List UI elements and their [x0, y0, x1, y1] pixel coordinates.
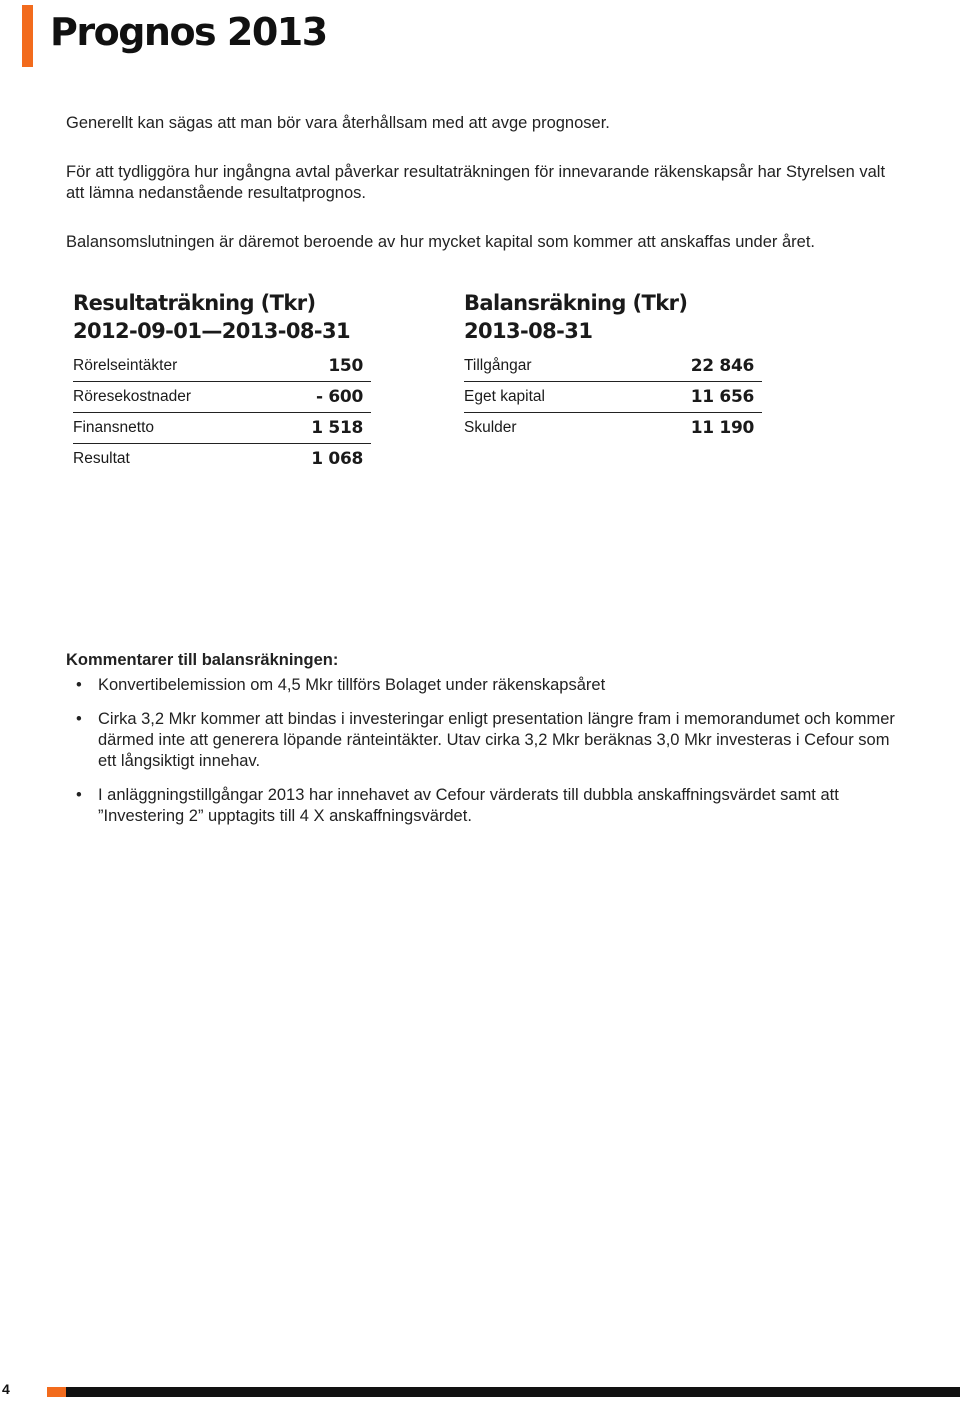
- income-statement-table: [73, 289, 373, 474]
- intro-paragraph: Balansomslutningen är däremot beroende av hur mycket kapital som kommer att anskaffas under året.: [66, 233, 815, 251]
- comments-heading: Kommentarer till balansräkningen:: [66, 651, 339, 669]
- page-number: 4: [2, 1381, 10, 1397]
- list-item-text: Cirka 3,2 Mkr kommer att bindas i investeringar enligt presentation längre fram i memorandumet och kommer därmed inte att generera löpande ränteintäkter. Utav cirka 3,2 Mkr beräknas 3,0 Mkr investeras i Cefour som ett långsiktigt innehav.: [98, 710, 895, 770]
- footer-rule: [66, 1387, 960, 1397]
- list-item: [66, 675, 896, 696]
- list-item-text: Konvertibelemission om 4,5 Mkr tillförs Bolaget under räkenskapsåret: [98, 676, 606, 694]
- table-row: [73, 382, 371, 412]
- table-row: [464, 351, 762, 382]
- row-value: - 600: [316, 387, 363, 407]
- row-label: Röresekostnader: [73, 388, 192, 405]
- comments-section: [66, 650, 896, 840]
- income-statement-period: 2012-09-01—2013-08-31: [73, 319, 351, 343]
- table-row: [464, 382, 762, 413]
- comments-list: [66, 675, 896, 827]
- row-label: Rörelseintäkter: [73, 357, 178, 374]
- balance-sheet-table: [464, 289, 764, 443]
- row-label: Finansnetto: [73, 419, 154, 436]
- row-label: Skulder: [464, 419, 517, 436]
- balance-sheet-title: Balansräkning (Tkr): [464, 291, 688, 315]
- row-value: 11 190: [690, 418, 754, 438]
- title-accent-bar: [22, 5, 33, 67]
- row-value: 150: [328, 356, 363, 376]
- row-value: 1 518: [311, 418, 363, 438]
- footer-accent-bar: [47, 1387, 66, 1397]
- income-statement-title: Resultaträkning (Tkr): [73, 291, 316, 315]
- page-title: Prognos 2013: [50, 10, 327, 54]
- row-value: 22 846: [690, 356, 754, 376]
- table-row: [73, 412, 371, 443]
- intro-paragraph: För att tydliggöra hur ingångna avtal påverkar resultaträkningen för innevarande räkenskapsår har Styrelsen valt att lämna nedanstående resultatprognos.: [66, 163, 886, 202]
- intro-paragraph: Generellt kan sägas att man bör vara återhållsam med att avge prognoser.: [66, 114, 610, 132]
- intro-text: [66, 113, 906, 281]
- table-row: [73, 351, 371, 382]
- balance-sheet-date: 2013-08-31: [464, 319, 593, 343]
- bullet-icon: •: [76, 676, 82, 694]
- list-item: [66, 709, 896, 772]
- table-row: [73, 443, 371, 474]
- row-label: Resultat: [73, 450, 130, 467]
- bullet-icon: •: [76, 710, 82, 728]
- list-item: [66, 785, 896, 827]
- table-row: [464, 413, 762, 443]
- row-label: Eget kapital: [464, 388, 545, 405]
- row-value: 11 656: [690, 387, 754, 407]
- list-item-text: I anläggningstillgångar 2013 har innehavet av Cefour värderats till dubbla anskaffningsvärdet samt att ”Investering 2” upptagits till 4 X anskaffningsvärdet.: [98, 786, 839, 825]
- row-label: Tillgångar: [464, 357, 532, 374]
- bullet-icon: •: [76, 786, 82, 804]
- row-value: 1 068: [311, 449, 363, 469]
